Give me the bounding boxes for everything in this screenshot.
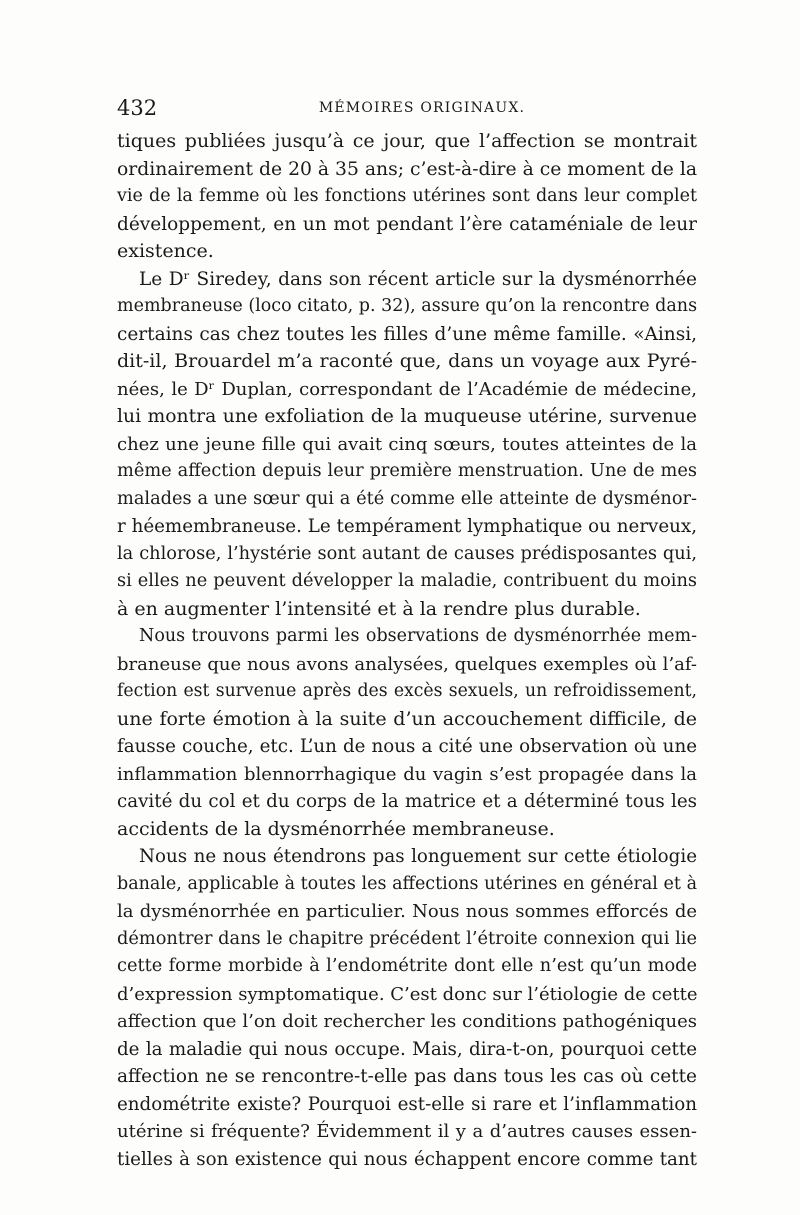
text-line: lui montra une exfoliation de la muqueuse utérine, survenue	[117, 406, 697, 427]
text-line: d’expression symptomatique. C’est donc sur l’étiologie de cette	[117, 983, 698, 1005]
text-line: braneuse que nous avons analysées, quelques exemples où l’af-	[117, 653, 697, 675]
text-line: banale, applicable à toutes les affections utérines en général et à	[117, 873, 697, 894]
text-line: inflammation blennorrhagique du vagin s’est propagée dans la	[117, 763, 697, 785]
text-line: cavité du col et du corps de la matrice et a déterminé tous les	[117, 791, 697, 812]
text-line: membraneuse (loco citato, p. 32), assure qu’on la rencontre dans	[117, 296, 698, 316]
text-line: ordinairement de 20 à 35 ans; c’est-à-dire à ce moment de la	[117, 158, 698, 180]
text-line: nées, le Dʳ Duplan, correspondant de l’Académie de médecine,	[117, 378, 697, 400]
text-line: la dysménorrhée en particulier. Nous nous sommes efforcés de	[117, 901, 697, 922]
text-line: cette forme morbide à l’endométrite dont elle n’est qu’un mode	[117, 956, 697, 976]
text-line: développement, en un mot pendant l’ère cataméniale de leur	[117, 213, 697, 235]
text-line: vie de la femme où les fonctions utérines sont dans leur complet	[117, 186, 697, 206]
text-line: fausse couche, etc. L’un de nous a cité une observation où une	[117, 736, 697, 757]
paragraph-start-line: Nous trouvons parmi les observations de dysménorrhée mem-	[139, 626, 697, 646]
text-line: existence.	[117, 240, 214, 262]
page-number: 432	[117, 96, 158, 120]
text-line: affection ne se rencontre-t-elle pas dans tous les cas où cette	[117, 1066, 697, 1087]
text-line: certains cas chez toutes les filles d’une même famille. «Ainsi,	[117, 323, 697, 345]
text-line: tiques publiées jusqu’à ce jour, que l’affection se montrait	[117, 130, 697, 152]
text-line: utérine si fréquente? Évidemment il y a d’autres causes essen-	[117, 1121, 697, 1142]
running-title: MÉMOIRES ORIGINAUX.	[318, 100, 526, 116]
text-line: même affection depuis leur première menstruation. Une de mes	[117, 461, 697, 481]
text-line: affection que l’on doit rechercher les conditions pathogéniques	[117, 1011, 697, 1032]
text-line: fection est survenue après des excès sexuels, un refroidissement,	[117, 681, 697, 701]
text-line: une forte émotion à la suite d’un accouchement difficile, de	[117, 707, 697, 730]
text-line: à en augmenter l’intensité et à la rendre plus durable.	[117, 597, 641, 620]
text-line: la chlorose, l’hystérie sont autant de causes prédisposantes qui,	[117, 543, 697, 564]
text-line: démontrer dans le chapitre précédent l’étroite connexion qui lie	[117, 928, 697, 949]
text-line: tielles à son existence qui nous échappent encore comme tant	[117, 1148, 697, 1170]
text-line: malades a une sœur qui a été comme elle atteinte de dysménor-	[117, 488, 697, 509]
paragraph-start-line: Nous ne nous étendrons pas longuement sur cette étiologie	[139, 846, 697, 867]
text-line: chez une jeune fille qui avait cinq sœurs, toutes atteintes de la	[117, 433, 697, 455]
running-head	[117, 96, 697, 126]
text-line: endométrite existe? Pourquoi est-elle si rare et l’inflammation	[117, 1093, 697, 1115]
text-line: si elles ne peuvent développer la maladie, contribuent du moins	[117, 571, 697, 591]
body-text	[117, 128, 697, 1173]
text-line: dit-il, Brouardel m’a raconté que, dans un voyage aux Pyré-	[117, 350, 697, 372]
text-line: r héemembraneuse. Le tempérament lymphatique ou nerveux,	[117, 516, 697, 537]
text-line: accidents de la dysménorrhée membraneuse.	[117, 817, 555, 840]
text-line: de la maladie qui nous occupe. Mais, dira-t-on, pourquoi cette	[117, 1038, 697, 1060]
paragraph-start-line: Le Dʳ Siredey, dans son récent article sur la dysménorrhée	[139, 268, 697, 290]
